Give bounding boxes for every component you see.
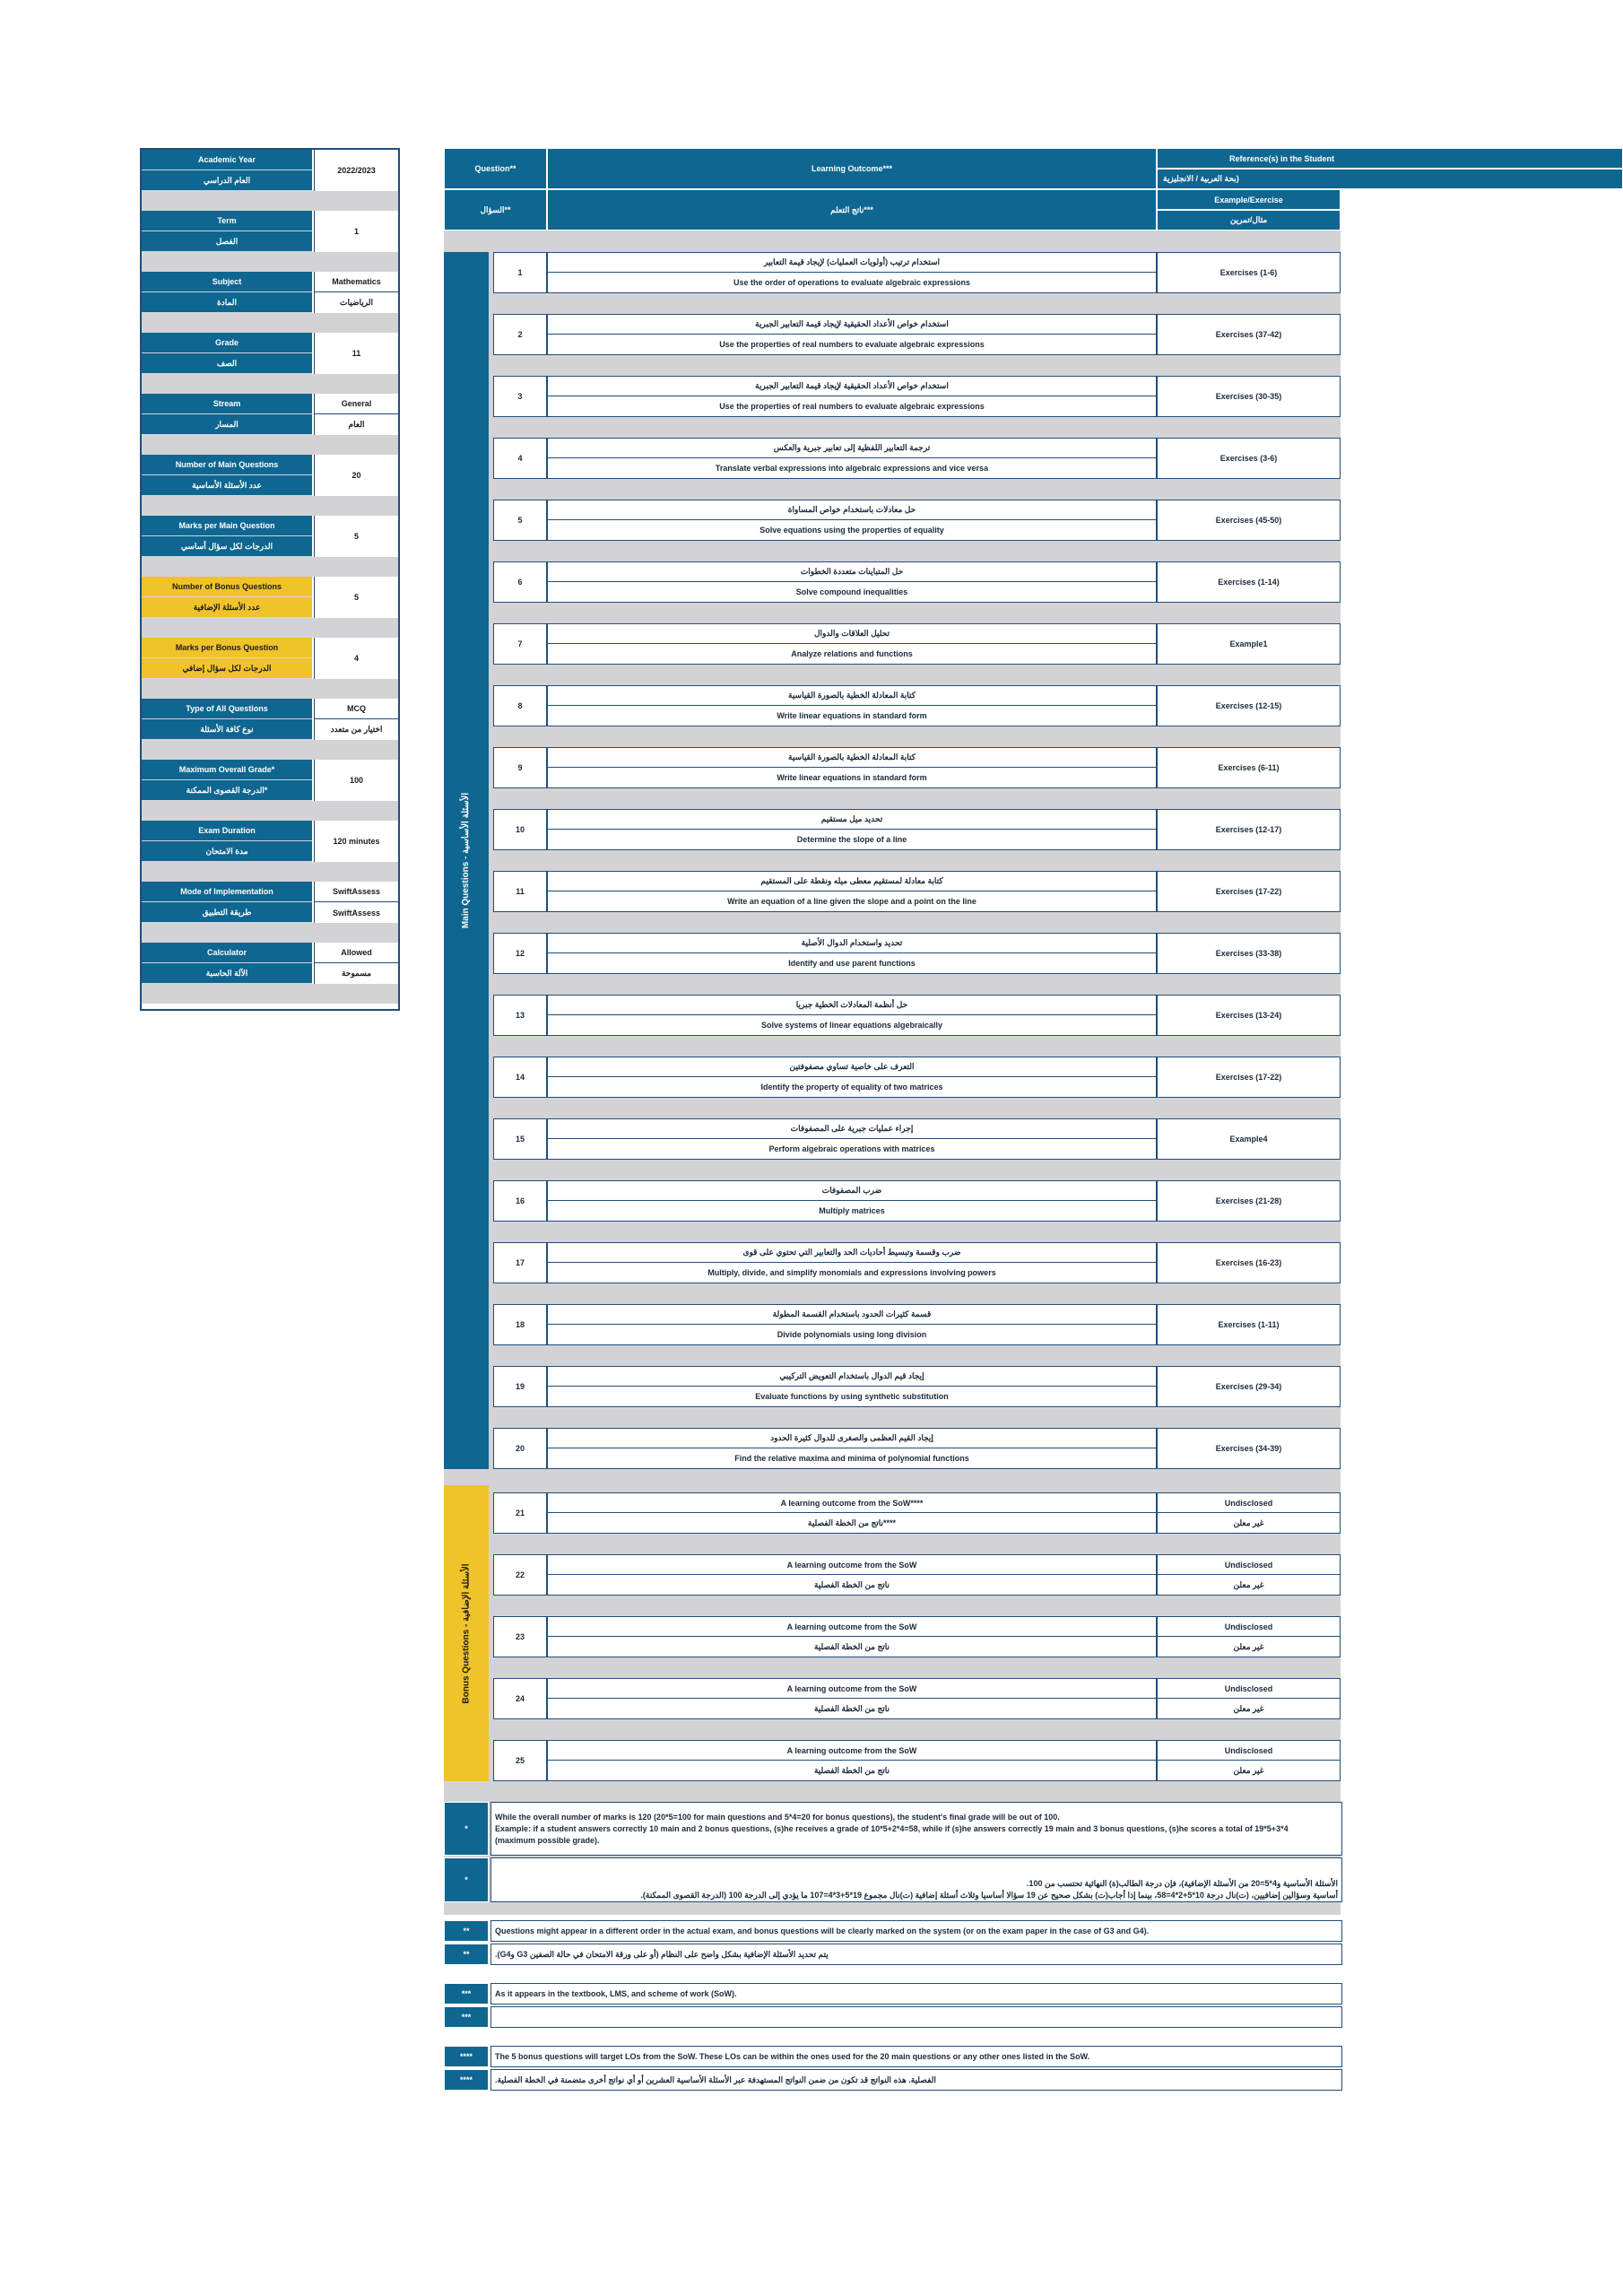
info-max-grade — [142, 760, 398, 801]
spacer-band — [142, 557, 398, 577]
learning-outcome-en: Multiply, divide, and simplify monomials and expressions involving powers — [707, 1268, 996, 1277]
info-label-ar: الآلة الحاسبة — [142, 963, 312, 984]
learning-outcome-en: Write linear equations in standard form — [777, 711, 927, 720]
question-number: 7 — [493, 623, 547, 665]
question-number: 12 — [493, 933, 547, 974]
learning-outcome-ar: ناتج من الخطة الفصلية — [813, 1579, 890, 1589]
learning-outcome — [547, 995, 1157, 1036]
learning-outcome-en: Find the relative maxima and minima of polynomial functions — [734, 1454, 969, 1463]
learning-outcome — [547, 1678, 1157, 1719]
reference: Exercises (13-24) — [1157, 995, 1341, 1036]
info-label-ar: نوع كافة الأسئلة — [142, 719, 312, 740]
reference: Exercises (17-22) — [1157, 1057, 1341, 1098]
info-label-en: Grade — [142, 333, 312, 353]
learning-outcome-ar: حل معادلات باستخدام خواص المساواة — [548, 500, 1156, 520]
learning-outcome-ar: التعرف على خاصية تساوي مصفوفتين — [548, 1057, 1156, 1077]
note-key: ** — [444, 1920, 489, 1942]
question-number: 13 — [493, 995, 547, 1036]
question-number: 23 — [493, 1616, 547, 1657]
info-value: General — [314, 394, 398, 414]
note-text — [490, 2006, 1342, 2028]
question-number: 20 — [493, 1428, 547, 1469]
note-text — [490, 1857, 1342, 1902]
spacer-band — [142, 862, 398, 882]
learning-outcome-en: A learning outcome from the SoW — [548, 1741, 1156, 1761]
reference: Exercises (30-35) — [1157, 376, 1341, 417]
header-ref-en: Example/Exercise — [1157, 189, 1341, 210]
spacer-band — [142, 618, 398, 638]
learning-outcome-ar: حل أنظمة المعادلات الخطية جبريا — [548, 996, 1156, 1015]
reference: Exercises (12-15) — [1157, 685, 1341, 726]
learning-outcome-en: Write linear equations in standard form — [777, 773, 927, 782]
header-question-ar: السؤال** — [444, 189, 547, 230]
question-number: 15 — [493, 1118, 547, 1160]
info-label-ar: طريقة التطبيق — [142, 902, 312, 923]
reference-ar: غير معلن — [1233, 1641, 1264, 1651]
reference: Exercises (33-38) — [1157, 933, 1341, 974]
question-number: 17 — [493, 1242, 547, 1283]
learning-outcome — [547, 871, 1157, 912]
info-value-ar: الرياضيات — [314, 292, 398, 313]
reference: Exercises (34-39) — [1157, 1428, 1341, 1469]
bonus-questions-sidebar — [444, 1485, 489, 1781]
note-line: الأسئلة الأساسية و4*5=20 من الأسئلة الإضافية)، فإن درجة الطالب(ة) النهائية تحتسب من 100. — [1026, 1879, 1338, 1888]
header-ref-ar: مثال/تمرين — [1157, 210, 1341, 230]
questions-table — [444, 148, 1623, 2099]
learning-outcome-ar: تحليل العلاقات والدوال — [548, 624, 1156, 644]
learning-outcome-en: Solve compound inequalities — [795, 587, 908, 596]
learning-outcome — [547, 685, 1157, 726]
info-value-ar: اختيار من متعدد — [314, 719, 398, 740]
learning-outcome-en: Determine the slope of a line — [796, 835, 907, 844]
learning-outcome — [547, 1304, 1157, 1345]
info-label-en: Calculator — [142, 943, 312, 963]
learning-outcome-ar: كتابة معادلة لمستقيم معطى ميله ونقطة على المستقيم — [548, 872, 1156, 891]
learning-outcome-en: A learning outcome from the SoW**** — [548, 1493, 1156, 1513]
reference: Exercises (12-17) — [1157, 809, 1341, 850]
question-number: 22 — [493, 1554, 547, 1596]
info-label-ar: المسار — [142, 414, 312, 435]
learning-outcome — [547, 1366, 1157, 1407]
info-value: 20 — [314, 455, 398, 496]
learning-outcome-en: Translate verbal expressions into algebraic expressions and vice versa — [715, 464, 989, 473]
info-value-ar: مسموحة — [314, 963, 398, 984]
reference — [1157, 1678, 1341, 1719]
spacer-band — [142, 496, 398, 516]
learning-outcome-en: Divide polynomials using long division — [777, 1330, 927, 1339]
learning-outcome — [547, 809, 1157, 850]
info-label-en: Mode of Implementation — [142, 882, 312, 902]
info-label-ar: مدة الامتحان — [142, 841, 312, 862]
spacer-band — [142, 801, 398, 821]
info-label-ar: الصف — [142, 353, 312, 374]
note-key: **** — [444, 2069, 489, 2091]
reference-en: Undisclosed — [1158, 1493, 1340, 1513]
learning-outcome-ar: استخدام خواص الأعداد الحقيقية لإيجاد قيمة التعابير الجبرية — [548, 315, 1156, 335]
learning-outcome-en: Use the properties of real numbers to evaluate algebraic expressions — [719, 340, 985, 349]
question-number: 1 — [493, 252, 547, 293]
note-key: *** — [444, 2006, 489, 2028]
note-line: Example: if a student answers correctly 10 main and 2 bonus questions, (s)he receives a grade of 10*5+2*4=58, while if (s)he answers correctly 19 main and 3 bonus questions, (s)he scores a total of 19*5+3*4 — [495, 1823, 1289, 1833]
question-number: 11 — [493, 871, 547, 912]
question-number: 4 — [493, 438, 547, 479]
info-label-ar: الدرجات لكل سؤال أساسي — [142, 536, 312, 557]
info-value: 1 — [314, 211, 398, 252]
spacer-band — [142, 313, 398, 333]
reference — [1157, 1492, 1341, 1534]
question-number: 21 — [493, 1492, 547, 1534]
info-bonus-questions — [142, 577, 398, 618]
spacer-band — [142, 191, 398, 211]
question-number: 10 — [493, 809, 547, 850]
note-key: * — [444, 1857, 489, 1902]
note-line: While the overall number of marks is 120 (20*5=100 for main questions and 5*4=20 for bonus questions), the student's final grade will be out of 100. — [495, 1812, 1060, 1822]
learning-outcome-ar: استخدام خواص الأعداد الحقيقية لإيجاد قيمة التعابير الجبرية — [548, 377, 1156, 396]
info-label-ar: الدرجة القصوى الممكنة* — [142, 780, 312, 801]
info-stream — [142, 394, 398, 435]
info-exam-duration — [142, 821, 398, 862]
learning-outcome — [547, 1242, 1157, 1283]
learning-outcome-ar: ناتج من الخطة الفصلية — [813, 1641, 890, 1651]
learning-outcome-ar: حل المتباينات متعددة الخطوات — [548, 562, 1156, 582]
reference — [1157, 1740, 1341, 1781]
learning-outcome-en: A learning outcome from the SoW — [548, 1617, 1156, 1637]
question-number: 5 — [493, 500, 547, 541]
info-label-ar: عدد الأسئلة الإضافية — [142, 597, 312, 618]
info-label-en: Number of Bonus Questions — [142, 577, 312, 597]
info-grade — [142, 333, 398, 374]
reference: Example1 — [1157, 623, 1341, 665]
learning-outcome — [547, 1554, 1157, 1596]
reference: Exercises (29-34) — [1157, 1366, 1341, 1407]
learning-outcome-en: Solve systems of linear equations algebraically — [760, 1021, 943, 1030]
note-text: As it appears in the textbook, LMS, and scheme of work (SoW). — [490, 1983, 1342, 2005]
learning-outcome-en: Evaluate functions by using synthetic substitution — [755, 1392, 949, 1401]
reference: Exercises (1-6) — [1157, 252, 1341, 293]
learning-outcome-ar: ناتج من الخطة الفصلية — [813, 1703, 890, 1713]
learning-outcome-en: Multiply matrices — [819, 1206, 885, 1215]
spacer-band — [142, 435, 398, 455]
question-number: 19 — [493, 1366, 547, 1407]
learning-outcome — [547, 500, 1157, 541]
info-label-ar: المادة — [142, 292, 312, 313]
spacer-band — [142, 679, 398, 699]
info-label-en: Academic Year — [142, 150, 312, 170]
note-text: الفصلية. هذه النواتج قد تكون من ضمن النواتج المستهدفة عبر الأسئلة الأساسية العشرين أو أي نواتج أخرى متضمنة في الخطة الفصلية. — [490, 2069, 1342, 2091]
info-label-en: Type of All Questions — [142, 699, 312, 719]
learning-outcome — [547, 747, 1157, 788]
question-number: 8 — [493, 685, 547, 726]
reference: Exercises (1-14) — [1157, 561, 1341, 603]
info-label-en: Maximum Overall Grade* — [142, 760, 312, 780]
info-label-ar: عدد الأسئلة الأساسية — [142, 475, 312, 496]
reference: Exercises (3-6) — [1157, 438, 1341, 479]
learning-outcome-ar: ترجمة التعابير اللفظية إلى تعابير جبرية والعكس — [548, 439, 1156, 458]
learning-outcome-ar: ضرب وقسمة وتبسيط أحاديات الحد والتعابير التي تحتوي على قوى — [548, 1243, 1156, 1263]
learning-outcome — [547, 1616, 1157, 1657]
learning-outcome — [547, 314, 1157, 355]
learning-outcome-ar: ناتج من الخطة الفصلية**** — [807, 1518, 897, 1527]
learning-outcome — [547, 1180, 1157, 1222]
note-text: Questions might appear in a different order in the actual exam, and bonus questions will be clearly marked on the system (or on the exam paper in the case of G3 and G4). — [490, 1920, 1342, 1942]
reference: Exercises (45-50) — [1157, 500, 1341, 541]
info-label-en: Subject — [142, 272, 312, 292]
learning-outcome-ar: كتابة المعادلة الخطية بالصورة القياسية — [548, 748, 1156, 768]
learning-outcome-ar: تحديد ميل مستقيم — [548, 810, 1156, 830]
exam-info-panel — [140, 148, 400, 1011]
main-questions-label: Main Questions - الأسئلة الأساسية — [461, 792, 472, 929]
info-value: 120 minutes — [314, 821, 398, 862]
learning-outcome-ar: ضرب المصفوفات — [548, 1181, 1156, 1201]
reference: Exercises (21-28) — [1157, 1180, 1341, 1222]
learning-outcome-en: Identify and use parent functions — [788, 959, 916, 968]
question-number: 2 — [493, 314, 547, 355]
question-number: 25 — [493, 1740, 547, 1781]
learning-outcome-en: Identify the property of equality of two matrices — [760, 1083, 943, 1091]
spacer-band — [142, 374, 398, 394]
spacer-band — [142, 984, 398, 1004]
question-number: 9 — [493, 747, 547, 788]
question-number: 24 — [493, 1678, 547, 1719]
reference: Exercises (1-11) — [1157, 1304, 1341, 1345]
info-value: SwiftAssess — [314, 882, 398, 902]
spacer-band — [142, 740, 398, 760]
question-number: 14 — [493, 1057, 547, 1098]
bonus-questions-label: Bonus Questions - الأسئلة الإضافية — [461, 1562, 472, 1704]
note-text: يتم تحديد الأسئلة الإضافية بشكل واضح على النظام (أو على ورقة الامتحان في حالة الصفين G3 وG4). — [490, 1944, 1342, 1965]
info-marks-main — [142, 516, 398, 557]
reference: Exercises (6-11) — [1157, 747, 1341, 788]
info-label-en: Term — [142, 211, 312, 231]
learning-outcome-ar: كتابة المعادلة الخطية بالصورة القياسية — [548, 686, 1156, 706]
header-question-en: Question** — [444, 148, 547, 189]
learning-outcome-en: A learning outcome from the SoW — [548, 1679, 1156, 1699]
reference — [1157, 1616, 1341, 1657]
learning-outcome-en: Write an equation of a line given the slope and a point on the line — [727, 897, 976, 906]
reference: Exercises (37-42) — [1157, 314, 1341, 355]
learning-outcome-en: Analyze relations and functions — [791, 649, 913, 658]
learning-outcome — [547, 252, 1157, 293]
learning-outcome — [547, 933, 1157, 974]
learning-outcome-ar: استخدام ترتيب (أولويات العمليات) لإيجاد قيمة التعابير — [548, 253, 1156, 273]
note-text — [490, 1802, 1342, 1856]
info-value: 2022/2023 — [314, 150, 398, 191]
info-calculator — [142, 943, 398, 984]
info-label-en: Stream — [142, 394, 312, 414]
learning-outcome — [547, 561, 1157, 603]
info-value: 4 — [314, 638, 398, 679]
info-main-questions — [142, 455, 398, 496]
reference: Exercises (17-22) — [1157, 871, 1341, 912]
info-label-ar: الدرجات لكل سؤال إضافي — [142, 658, 312, 679]
learning-outcome-ar: إجراء عمليات جبرية على المصفوفات — [548, 1119, 1156, 1139]
reference-ar: غير معلن — [1233, 1518, 1264, 1527]
info-value: 5 — [314, 577, 398, 618]
info-term — [142, 211, 398, 252]
header-lo-en: Learning Outcome*** — [547, 148, 1157, 189]
main-questions-sidebar — [444, 252, 489, 1469]
reference — [1157, 1554, 1341, 1596]
info-value: 11 — [314, 333, 398, 374]
learning-outcome-en: A learning outcome from the SoW — [548, 1555, 1156, 1575]
learning-outcome — [547, 1428, 1157, 1469]
learning-outcome — [547, 1057, 1157, 1098]
info-value: 5 — [314, 516, 398, 557]
note-line: (maximum possible grade). — [495, 1835, 600, 1845]
learning-outcome-en: Use the order of operations to evaluate algebraic expressions — [733, 278, 971, 287]
question-number: 6 — [493, 561, 547, 603]
learning-outcome-en: Perform algebraic operations with matrices — [768, 1144, 935, 1153]
info-value: 100 — [314, 760, 398, 801]
learning-outcome-en: Use the properties of real numbers to evaluate algebraic expressions — [719, 402, 985, 411]
note-key: ** — [444, 1944, 489, 1965]
question-number: 3 — [493, 376, 547, 417]
reference-en: Undisclosed — [1158, 1679, 1340, 1699]
header-ref-title: Reference(s) in the Student — [1157, 148, 1623, 169]
reference: Example4 — [1157, 1118, 1341, 1160]
info-question-type — [142, 699, 398, 740]
spacer-band — [142, 923, 398, 943]
reference: Exercises (16-23) — [1157, 1242, 1341, 1283]
reference-en: Undisclosed — [1158, 1741, 1340, 1761]
note-key: *** — [444, 1983, 489, 2005]
info-value: Allowed — [314, 943, 398, 963]
note-line: أساسية وسؤالين إضافيين، (ت)نال درجة 10*5+2*4=58، بينما إذا أجاب(ت) بشكل صحيح عن 19 سؤالا أساسيا وثلاث أسئلة إضافية (ت)نال مجموع 19*5+3*4=107 ما يؤدي إلى الدرجة 100 (الدرجة القصوى الممكنة). — [640, 1891, 1338, 1900]
question-number: 18 — [493, 1304, 547, 1345]
info-label-ar: العام الدراسي — [142, 170, 312, 191]
reference-ar: غير معلن — [1233, 1579, 1264, 1589]
learning-outcome — [547, 1492, 1157, 1534]
note-key: **** — [444, 2046, 489, 2067]
info-label-ar: الفصل — [142, 231, 312, 252]
note-key: * — [444, 1802, 489, 1856]
info-marks-bonus — [142, 638, 398, 679]
learning-outcome-en: Solve equations using the properties of equality — [759, 526, 944, 535]
header-lo-ar: ناتج التعلم*** — [547, 189, 1157, 230]
info-mode — [142, 882, 398, 923]
learning-outcome — [547, 1740, 1157, 1781]
spacer-band — [142, 252, 398, 272]
learning-outcome-ar: قسمة كثيرات الحدود باستخدام القسمة المطولة — [548, 1305, 1156, 1325]
reference-en: Undisclosed — [1158, 1555, 1340, 1575]
info-value: MCQ — [314, 699, 398, 719]
header-ref-sub: بحة العربية / الانجليزية) — [1157, 169, 1623, 189]
question-number: 16 — [493, 1180, 547, 1222]
info-label-en: Marks per Main Question — [142, 516, 312, 536]
learning-outcome — [547, 623, 1157, 665]
learning-outcome — [547, 1118, 1157, 1160]
info-value-ar: العام — [314, 414, 398, 435]
reference-ar: غير معلن — [1233, 1765, 1264, 1775]
info-academic-year — [142, 150, 398, 191]
info-label-en: Number of Main Questions — [142, 455, 312, 475]
info-label-en: Exam Duration — [142, 821, 312, 841]
info-value-ar: SwiftAssess — [314, 902, 398, 923]
learning-outcome-ar: تحديد واستخدام الدوال الأصلية — [548, 934, 1156, 953]
reference-en: Undisclosed — [1158, 1617, 1340, 1637]
learning-outcome-ar: إيجاد القيم العظمى والصغرى للدوال كثيرة الحدود — [548, 1429, 1156, 1448]
learning-outcome-ar: ناتج من الخطة الفصلية — [813, 1765, 890, 1775]
info-value: Mathematics — [314, 272, 398, 292]
note-text: The 5 bonus questions will target LOs from the SoW. These LOs can be within the ones used for the 20 main questions or any other ones listed in the SoW. — [490, 2046, 1342, 2067]
learning-outcome-ar: إيجاد قيم الدوال باستخدام التعويض التركيبي — [548, 1367, 1156, 1387]
info-label-en: Marks per Bonus Question — [142, 638, 312, 658]
learning-outcome — [547, 376, 1157, 417]
reference-ar: غير معلن — [1233, 1703, 1264, 1713]
info-subject — [142, 272, 398, 313]
learning-outcome — [547, 438, 1157, 479]
